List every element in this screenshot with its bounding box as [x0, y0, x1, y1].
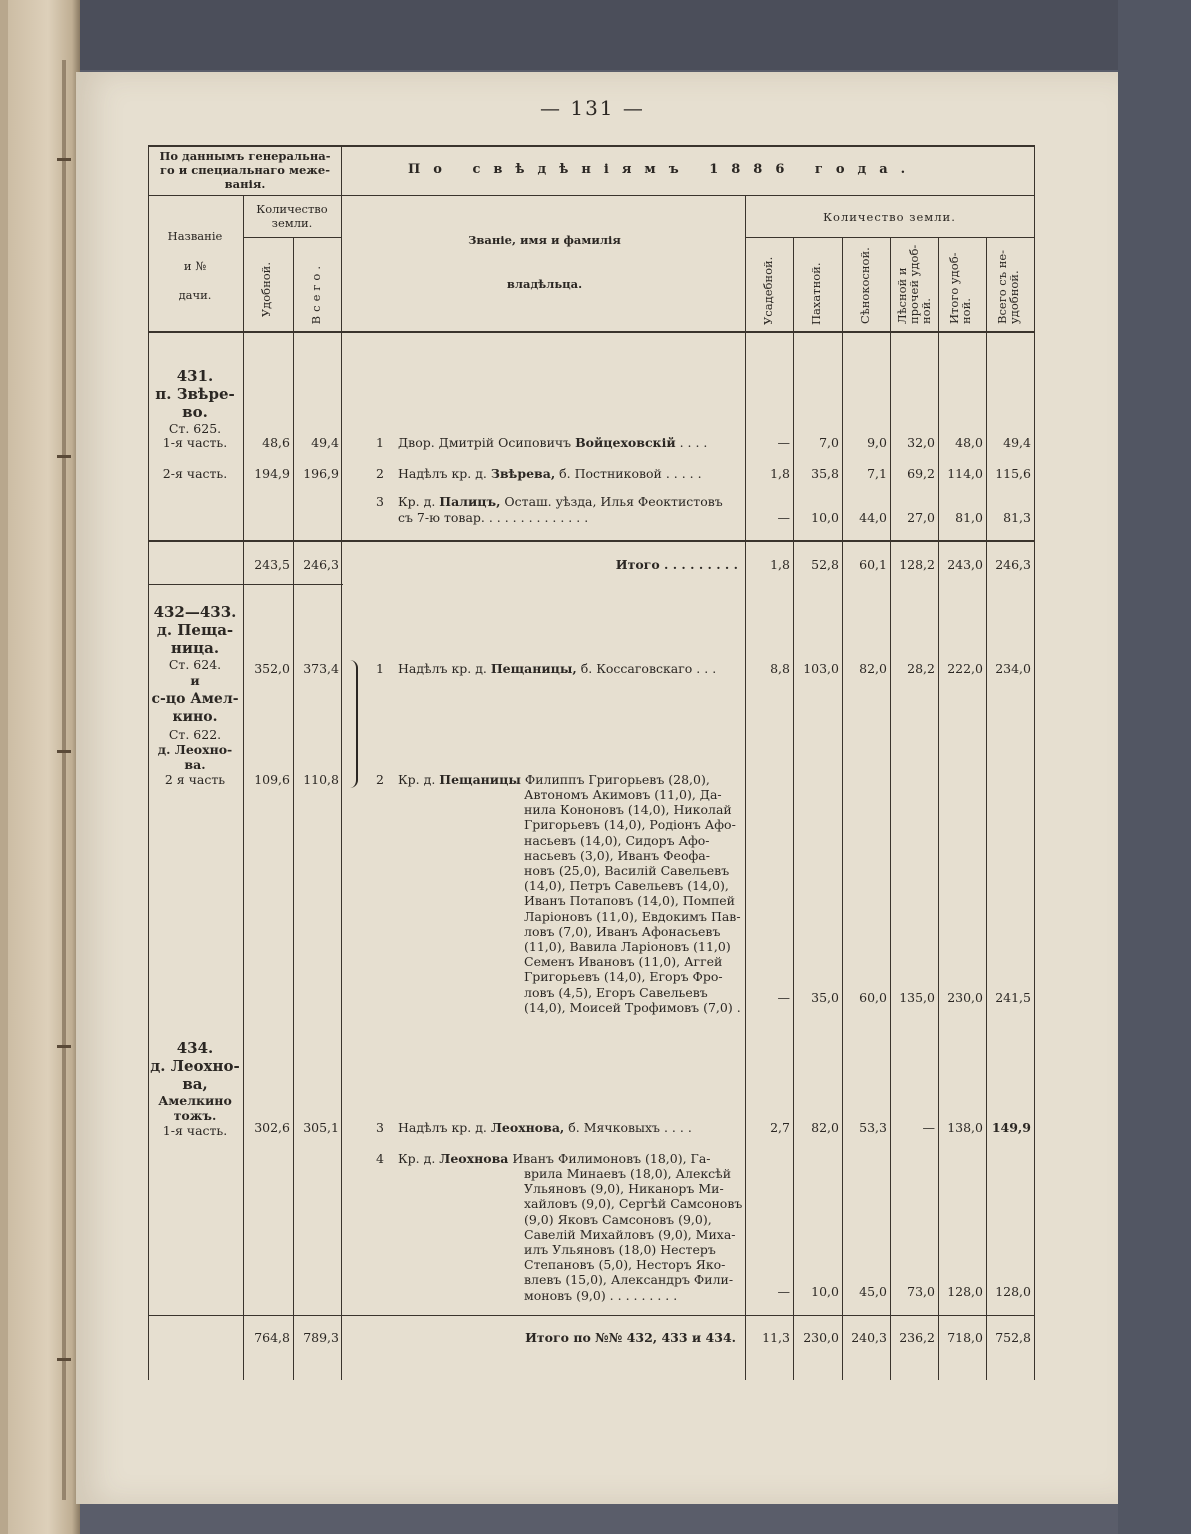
cell-lesn: 73,0 — [907, 1284, 935, 1299]
cell-vsego: 196,9 — [303, 466, 339, 481]
owner-text-cont: съ 7-ю товар. . . . . . . . . . . . . . — [398, 510, 589, 525]
owner-text: Надѣлъ кр. д. Пещаницы, б. Коссаговскаго . . . — [398, 661, 717, 676]
owner-list-line: Степановъ (5,0), Несторъ Яко- — [524, 1257, 726, 1273]
owner-text: Кр. д. Палицъ, Осташ. уѣзда, Илья Феоктистовъ — [398, 494, 723, 509]
grand-total-senok: 240,3 — [851, 1330, 887, 1345]
owner-list-line: моновъ (9,0) . . . . . . . . . — [524, 1287, 678, 1303]
row-number: 3 — [376, 1120, 384, 1135]
dacha-431-part1: 1-я часть. — [162, 435, 228, 450]
cell-itogo: 128,0 — [947, 1284, 983, 1299]
col-vsego-neudob: Всего съ не-удобной. — [995, 249, 1021, 324]
total-usad: 1,8 — [770, 557, 790, 572]
owner-list-line: (11,0), Вавила Ларіоновъ (11,0) — [524, 939, 731, 954]
cell-itogo: 222,0 — [947, 661, 983, 676]
owner-text: Кр. д. Пещаницы Филиппъ Григорьевъ (28,0), — [398, 772, 710, 787]
name-col-header-1: Названіе — [167, 229, 223, 243]
owner-list-line: Семенъ Ивановъ (11,0), Аггей — [524, 954, 723, 970]
cell-vsego-ne: 128,0 — [995, 1284, 1031, 1299]
cell-lesn: 69,2 — [907, 466, 935, 481]
dacha-432-st: Ст. 624. — [168, 657, 222, 672]
owner-text: Надѣлъ кр. д. Звѣрева, б. Постниковой . . . . . — [398, 466, 702, 481]
owner-list-line: (14,0), Петръ Савельевъ (14,0), — [524, 878, 729, 894]
binding-stitch — [57, 158, 71, 161]
row-number: 1 — [376, 661, 384, 676]
binding-stitch — [57, 750, 71, 753]
owner-list-line: Ларіоновъ (11,0), Евдокимъ Пав- — [524, 908, 741, 924]
cell-vsego-ne: 81,3 — [1003, 510, 1031, 525]
cell-vsego: 49,4 — [311, 435, 339, 450]
qty-land-right: Количество земли. — [823, 210, 956, 224]
total-label: Итого . . . . . . . . . — [615, 557, 738, 572]
cell-usad: 1,8 — [770, 466, 790, 481]
total-itogo: 243,0 — [947, 557, 983, 572]
dacha-432-and: и — [190, 673, 200, 688]
col-usadebnoy: Усадебной. — [761, 256, 775, 325]
total-pakh: 52,8 — [811, 557, 839, 572]
row-number: 4 — [376, 1151, 384, 1166]
dacha-433-name2: кино. — [172, 709, 218, 725]
row-number: 2 — [376, 772, 384, 787]
cell-senok: 60,0 — [859, 990, 887, 1005]
cell-usad: 8,8 — [770, 661, 790, 676]
udob-col-header: Удобной. — [259, 262, 273, 318]
col-itogo-udob: Итого удоб-ной. — [947, 252, 973, 324]
cell-pakh: 10,0 — [811, 1284, 839, 1299]
owner-list-line: Ульяновъ (9,0), Никаноръ Ми- — [524, 1181, 724, 1197]
binding-stitch — [57, 1045, 71, 1048]
row-number: 2 — [376, 466, 384, 481]
cell-itogo: 230,0 — [947, 990, 983, 1005]
owner-list-line: новъ (25,0), Василій Савельевъ — [524, 863, 730, 878]
cell-itogo: 138,0 — [947, 1120, 983, 1135]
dacha-434-number: 434. — [176, 1039, 214, 1057]
name-col-header-2: и № — [183, 259, 207, 273]
survey-header-line2: го и специальнаго меже- — [160, 163, 330, 177]
background-top — [0, 0, 1191, 70]
dacha-434-name2: ва, — [182, 1075, 208, 1093]
cell-udob: 48,6 — [262, 435, 290, 450]
vsego-col-header: Всего. — [309, 262, 323, 325]
cell-usad: 2,7 — [770, 1120, 790, 1135]
cell-itogo: 48,0 — [955, 435, 983, 450]
col-lesnoy: Лѣсной и прочей удоб-ной. — [895, 244, 933, 324]
survey-header-line1: По даннымъ генеральна- — [159, 149, 331, 163]
cell-itogo: 81,0 — [955, 510, 983, 525]
dacha-434-name: д. Леохно- — [150, 1057, 240, 1075]
cell-lesn: 28,2 — [907, 661, 935, 676]
grand-total-pakh: 230,0 — [803, 1330, 839, 1345]
owner-col-header-1: Званіе, имя и фамилія — [468, 233, 621, 247]
cell-vsego-ne: 115,6 — [995, 466, 1031, 481]
owner-text: Кр. д. Леохнова Иванъ Филимоновъ (18,0), Га- — [398, 1151, 711, 1166]
dacha-431-name: п. Звѣре- — [155, 385, 235, 403]
cell-vsego-ne: 241,5 — [995, 990, 1031, 1005]
owner-list-line: хайловъ (9,0), Сергѣй Самсоновъ — [524, 1196, 743, 1212]
total-udob: 243,5 — [254, 557, 290, 572]
info-header: По свѣдѣніямъ 1886 года. — [408, 162, 919, 177]
owner-list-line: Григорьевъ (14,0), Егоръ Фро- — [524, 969, 723, 985]
owner-list-line: нила Кононовъ (14,0), Николай — [524, 802, 732, 818]
cell-senok: 9,0 — [867, 435, 887, 450]
cell-udob: 109,6 — [254, 772, 290, 787]
grand-total-label: Итого по №№ 432, 433 и 434. — [525, 1330, 736, 1345]
cell-vsego-ne: 234,0 — [995, 661, 1031, 676]
dacha-433-name: с-цо Амел- — [151, 691, 239, 707]
cell-vsego-ne: 49,4 — [1003, 435, 1031, 450]
total-lesn: 128,2 — [899, 557, 935, 572]
owner-list-line: (9,0) Яковъ Самсоновъ (9,0), — [524, 1211, 712, 1227]
qty-land-left-1: Количество — [256, 202, 328, 216]
total-vsego-ne: 246,3 — [995, 557, 1031, 572]
owner-list-line: Иванъ Потаповъ (14,0), Помпей — [524, 893, 736, 909]
dacha-434-alt: Амелкино — [158, 1093, 232, 1108]
cell-pakh: 10,0 — [811, 510, 839, 525]
owner-list-line: Савелій Михайловъ (9,0), Миха- — [524, 1226, 736, 1242]
grand-total-itogo: 718,0 — [947, 1330, 983, 1345]
owner-list-line: насьевъ (3,0), Иванъ Феофа- — [524, 847, 710, 863]
binding-stitch — [57, 1358, 71, 1361]
cell-pakh: 103,0 — [803, 661, 839, 676]
col-senokosnoy: Сѣнокосной. — [858, 247, 872, 324]
cell-vsego-ne: 149,9 — [991, 1120, 1031, 1135]
grand-total-lesn: 236,2 — [899, 1330, 935, 1345]
cell-lesn: 135,0 — [899, 990, 935, 1005]
grand-total-udob: 764,8 — [254, 1330, 290, 1345]
cell-usad: — — [777, 435, 790, 450]
owner-text: Двор. Дмитрій Осиповичъ Войцеховскій . . . . — [398, 435, 708, 450]
dacha-434-alt2: тожъ. — [173, 1108, 217, 1123]
cell-senok: 45,0 — [859, 1284, 887, 1299]
owner-list-line: илъ Ульяновъ (18,0) Нестеръ — [524, 1242, 716, 1257]
grand-total-vsego: 789,3 — [303, 1330, 339, 1345]
grand-total-vsego-ne: 752,8 — [995, 1330, 1031, 1345]
dacha-432-name2: ница. — [170, 639, 220, 657]
dacha-431-name2: во. — [182, 403, 208, 421]
survey-header-line3: ванія. — [224, 177, 266, 191]
owner-list-line: Автономъ Акимовъ (11,0), Да- — [524, 787, 722, 802]
grouping-brace — [346, 660, 358, 788]
name-col-header-3: дачи. — [178, 288, 212, 302]
dacha-432-number: 432—433. — [153, 603, 237, 621]
qty-land-left-2: земли. — [271, 216, 313, 230]
owner-list-line: врила Минаевъ (18,0), Алексѣй — [524, 1166, 732, 1181]
owner-list-line: влевъ (15,0), Александръ Фили- — [524, 1272, 734, 1288]
row-number: 3 — [376, 494, 384, 509]
cell-vsego: 373,4 — [303, 661, 339, 676]
background-right — [1118, 0, 1191, 1534]
total-vsego: 246,3 — [303, 557, 339, 572]
cell-senok: 53,3 — [859, 1120, 887, 1135]
owner-col-header-2: владѣльца. — [506, 277, 583, 291]
dacha-433-leokh2: ва. — [184, 757, 206, 772]
binding-spine — [62, 60, 66, 1500]
dacha-431-st: Ст. 625. — [168, 421, 222, 436]
cell-udob: 302,6 — [254, 1120, 290, 1135]
owner-list-line: насьевъ (14,0), Сидоръ Афо- — [524, 832, 710, 848]
dacha-432-name: д. Пеща- — [156, 621, 234, 639]
cell-pakh: 35,8 — [811, 466, 839, 481]
owner-list-line: ловъ (4,5), Егоръ Савельевъ — [524, 984, 708, 1000]
cell-lesn: 32,0 — [907, 435, 935, 450]
cell-senok: 44,0 — [859, 510, 887, 525]
cell-pakh: 7,0 — [819, 435, 839, 450]
cell-udob: 352,0 — [254, 661, 290, 676]
owner-list-line: (14,0), Моисей Трофимовъ (7,0) . — [524, 999, 741, 1015]
cell-lesn: — — [922, 1120, 935, 1135]
owner-list-line: Григорьевъ (14,0), Родіонъ Афо- — [524, 817, 736, 833]
owner-text: Надѣлъ кр. д. Леохнова, б. Мячковыхъ . . . . — [398, 1120, 692, 1135]
total-senok: 60,1 — [859, 557, 887, 572]
owner-list-line: ловъ (7,0), Иванъ Афонасьевъ — [524, 923, 721, 939]
cell-usad: — — [777, 1284, 790, 1299]
cell-usad: — — [777, 990, 790, 1005]
dacha-434-part: 1-я часть. — [162, 1123, 228, 1138]
dacha-433-part: 2 я часть — [164, 772, 226, 787]
row-number: 1 — [376, 435, 384, 450]
dacha-433-st: Ст. 622. — [168, 727, 222, 742]
cell-senok: 7,1 — [867, 466, 887, 481]
cell-vsego: 305,1 — [303, 1120, 339, 1135]
cell-senok: 82,0 — [859, 661, 887, 676]
cell-itogo: 114,0 — [947, 466, 983, 481]
cell-udob: 194,9 — [254, 466, 290, 481]
cell-pakh: 35,0 — [811, 990, 839, 1005]
binding-stitch — [57, 455, 71, 458]
cell-vsego: 110,8 — [303, 772, 339, 787]
cell-lesn: 27,0 — [907, 510, 935, 525]
col-pakhatnoy: Пахатной. — [809, 262, 823, 325]
cell-usad: — — [777, 510, 790, 525]
dacha-431-number: 431. — [176, 367, 214, 385]
dacha-433-leokh: д. Леохно- — [157, 742, 233, 757]
grand-total-usad: 11,3 — [762, 1330, 790, 1345]
cell-pakh: 82,0 — [811, 1120, 839, 1135]
dacha-431-part2: 2-я часть. — [162, 466, 228, 481]
left-page-edge — [0, 0, 80, 1534]
page-number: — 131 — — [540, 96, 645, 120]
